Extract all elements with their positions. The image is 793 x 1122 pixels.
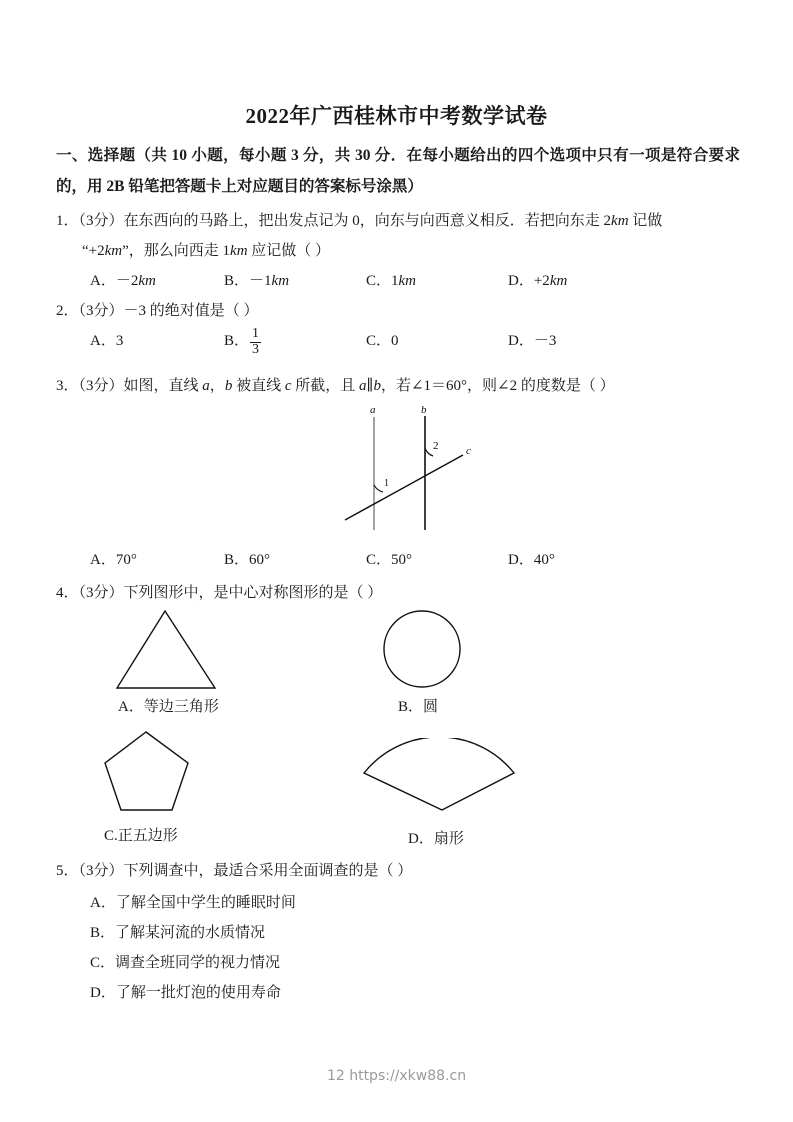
option-1-b-label: B． xyxy=(224,273,250,289)
question-1-text-b: 记做 xyxy=(628,213,663,229)
shape-equilateral-triangle xyxy=(100,605,230,695)
option-5-c-value: 调查全班同学的视力情况 xyxy=(115,955,281,971)
option-3-a-value: 70° xyxy=(115,552,137,568)
option-2-c-value: 0 xyxy=(391,333,399,349)
option-3-d-value: 40° xyxy=(533,552,555,568)
question-1-unit-3: km xyxy=(230,243,248,259)
question-3-stem xyxy=(56,371,746,401)
question-5-stem xyxy=(56,856,746,886)
option-3-b-label: B． xyxy=(224,552,250,568)
fraction-one-third xyxy=(250,327,261,357)
page-title: 2022年广西桂林市中考数学试卷 xyxy=(245,104,548,128)
option-2-c[interactable] xyxy=(366,326,399,356)
option-2-a-value: 3 xyxy=(115,333,124,349)
option-1-a[interactable] xyxy=(90,266,156,296)
question-3-number: 3． xyxy=(56,378,79,394)
option-1-d[interactable] xyxy=(508,266,567,296)
svg-text:c: c xyxy=(466,445,471,457)
option-1-d-value: +2 xyxy=(533,273,550,289)
question-3 xyxy=(56,371,746,401)
question-1-stem-line-2 xyxy=(56,236,746,266)
option-5-d-value: 了解一批灯泡的使用寿命 xyxy=(115,985,281,1001)
question-3-text-b: ， xyxy=(209,378,225,394)
question-4-points: （3分） xyxy=(78,585,124,601)
option-3-b[interactable] xyxy=(224,545,270,575)
question-1-unit-1: km xyxy=(611,213,629,229)
shape-sector xyxy=(358,738,528,823)
question-2 xyxy=(56,296,746,326)
option-2-c-label: C． xyxy=(366,333,392,349)
footer-watermark: 12 https://xkw88.cn xyxy=(326,1068,467,1084)
figure-parallel-lines xyxy=(330,400,510,550)
option-3-d[interactable] xyxy=(508,545,555,575)
question-3-text-e: ，若∠1＝60°，则∠2 的度数是（ ） xyxy=(380,378,615,394)
option-2-b-label: B． xyxy=(224,333,250,349)
question-2-number: 2． xyxy=(56,303,79,319)
question-4-stem xyxy=(56,578,746,608)
option-1-a-label: A． xyxy=(90,273,116,289)
shape-circle xyxy=(378,605,478,695)
option-1-d-unit: km xyxy=(549,273,568,289)
question-1-text-e: 应记做（ ） xyxy=(247,243,331,259)
option-1-a-value: －2 xyxy=(115,273,139,289)
option-1-b[interactable] xyxy=(224,266,289,296)
question-4 xyxy=(56,578,746,608)
question-5 xyxy=(56,856,746,886)
option-2-d-value: －3 xyxy=(533,333,557,349)
question-2-stem xyxy=(56,296,746,326)
question-5-options xyxy=(56,888,780,1008)
option-2-a[interactable] xyxy=(90,326,123,356)
svg-text:a: a xyxy=(370,404,376,416)
option-1-d-label: D． xyxy=(508,273,534,289)
question-5-points: （3分） xyxy=(78,863,124,879)
option-1-c[interactable] xyxy=(366,266,416,296)
option-1-c-value: 1 xyxy=(391,273,399,289)
option-1-b-value: －1 xyxy=(249,273,272,289)
question-1-text-d: ”，那么向西走 1 xyxy=(122,243,231,259)
fraction-denominator: 3 xyxy=(252,341,260,357)
option-3-a[interactable] xyxy=(90,545,137,575)
option-3-c-value: 50° xyxy=(391,552,413,568)
option-5-b-label: B． xyxy=(90,925,116,941)
question-3-options xyxy=(56,545,746,575)
option-3-c-label: C． xyxy=(366,552,392,568)
option-3-d-label: D． xyxy=(508,552,534,568)
option-1-c-label: C． xyxy=(366,273,392,289)
question-1-unit-2: km xyxy=(104,243,123,259)
option-5-c[interactable] xyxy=(90,948,780,978)
option-2-b[interactable] xyxy=(224,326,262,357)
question-3-text-d: 所截，且 xyxy=(291,378,360,394)
question-2-options xyxy=(56,326,746,356)
shape-option-b-label[interactable]: B．圆 xyxy=(398,699,439,715)
option-5-c-label: C． xyxy=(90,955,116,971)
svg-text:1: 1 xyxy=(384,478,389,489)
svg-text:2: 2 xyxy=(433,440,439,452)
option-3-a-label: A． xyxy=(90,552,116,568)
question-3-var-a: a xyxy=(202,378,210,394)
section-heading: 一、选择题（共 10 小题，每小题 3 分，共 30 分．在每小题给出的四个选项中只有一项是符合要求的，用 2B 铅笔把答题卡上对应题目的答案标号涂黑） xyxy=(56,147,740,195)
option-2-d-label: D． xyxy=(508,333,534,349)
question-4-number: 4． xyxy=(56,585,79,601)
question-3-parallel-expr: a∥b xyxy=(359,378,381,394)
option-1-c-unit: km xyxy=(398,273,417,289)
option-1-b-unit: km xyxy=(271,273,290,289)
question-4-text: 下列图形中，是中心对称图形的是（ ） xyxy=(123,585,383,601)
question-3-var-b: b xyxy=(224,378,233,394)
question-1-stem-line-1 xyxy=(56,206,746,236)
question-5-number: 5． xyxy=(56,863,79,879)
svg-text:b: b xyxy=(421,404,427,416)
question-3-points: （3分） xyxy=(78,378,124,394)
question-3-text-a: 如图，直线 xyxy=(123,378,203,394)
question-5-text: 下列调查中，最适合采用全面调查的是（ ） xyxy=(123,863,413,879)
shape-option-a-label[interactable]: A．等边三角形 xyxy=(118,699,219,715)
shape-option-d-label[interactable]: D．扇形 xyxy=(408,831,464,847)
question-1-text-a: 在东西向的马路上，把出发点记为 0，向东与向西意义相反．若把向东走 2 xyxy=(123,213,612,229)
option-5-b-value: 了解某河流的水质情况 xyxy=(115,925,266,941)
fraction-numerator: 1 xyxy=(252,326,260,341)
question-3-var-c: c xyxy=(284,378,292,394)
option-1-a-unit: km xyxy=(138,273,156,289)
question-1-options xyxy=(56,266,746,296)
question-1-points: （3分） xyxy=(78,213,124,229)
option-3-c[interactable] xyxy=(366,545,412,575)
option-5-b[interactable] xyxy=(90,918,780,948)
shape-option-c-label[interactable]: C.正五边形 xyxy=(104,828,178,844)
shape-regular-pentagon xyxy=(100,726,210,816)
option-5-d[interactable] xyxy=(90,978,780,1008)
question-1-number: 1． xyxy=(56,213,79,229)
question-1 xyxy=(56,206,746,266)
question-3-text-c: 被直线 xyxy=(232,378,285,394)
question-2-points: （3分） xyxy=(78,303,124,319)
option-5-d-label: D． xyxy=(90,985,116,1001)
option-2-d[interactable] xyxy=(508,326,556,356)
option-5-a-value: 了解全国中学生的睡眠时间 xyxy=(115,895,296,911)
option-5-a-label: A． xyxy=(90,895,116,911)
question-1-text-c: “+2 xyxy=(82,243,105,259)
question-2-text: －3 的绝对值是（ ） xyxy=(123,303,259,319)
option-2-a-label: A． xyxy=(90,333,116,349)
option-5-a[interactable] xyxy=(90,888,780,918)
option-3-b-value: 60° xyxy=(249,552,271,568)
